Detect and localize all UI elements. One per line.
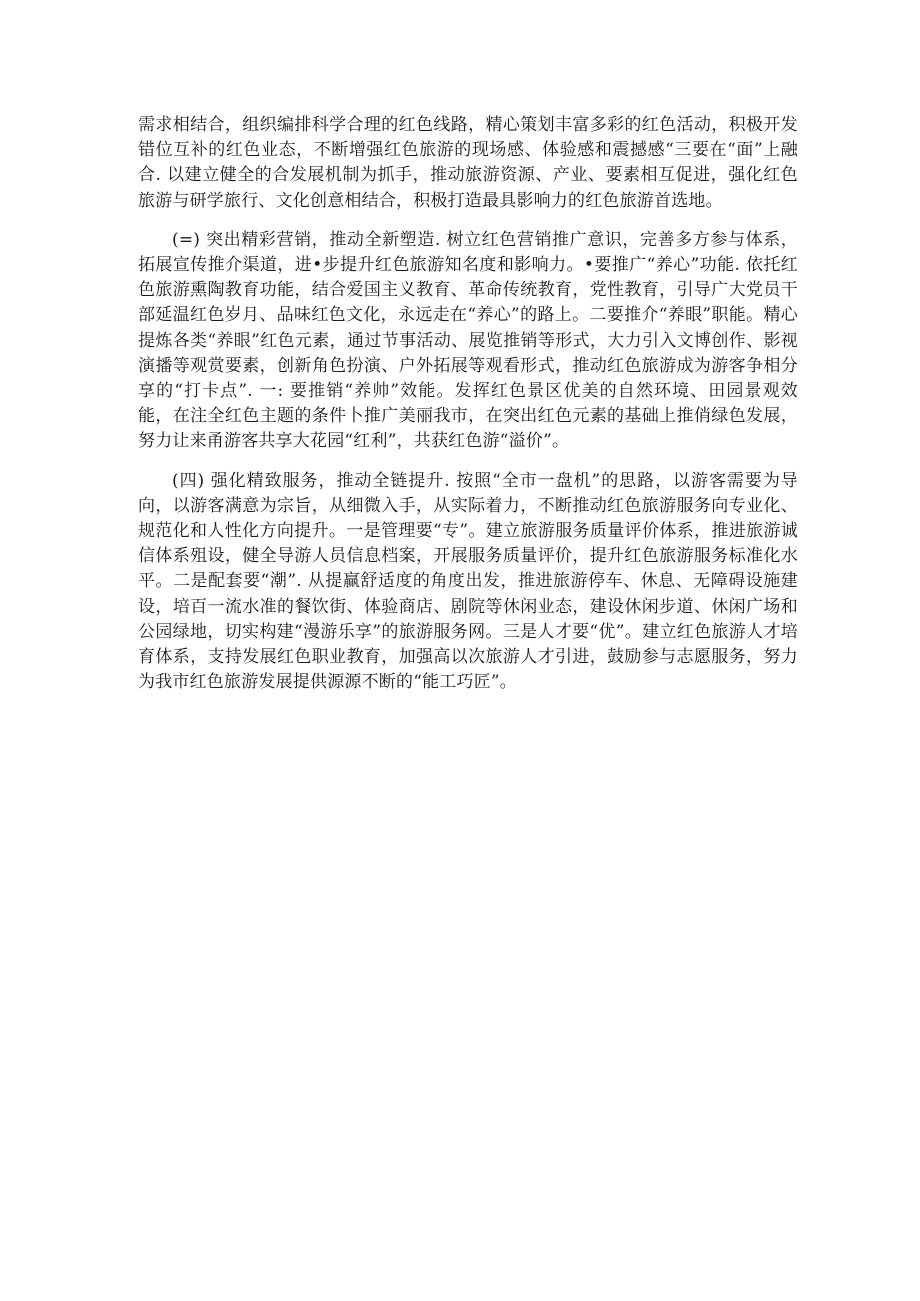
paragraph-section-three: (=) 突出精彩营销，推动全新塑造. 树立红色营销推广意识，完善多方参与体系，拓展宣传推介渠道，进•步提升红色旅游知名度和影响力。•要推广“养心”功能. 依托红色旅游熏陶教育功能，结合爱国主义教育、革命传统教育，党性教育，引导广大党员干部延温红色岁月、品味红色文化，永远走在“养心”的路上。二要推介“养眼”职能。精心提炼各类“养眼”红色元素，通过节事活动、展览推销等形式，大力引入文博创作、影视演播等观赏要素，创新角色扮演、户外拓展等观看形式，推动红色旅游成为游客争相分享的“打卡点”. 一: 要推销“养帅”效能。发挥红色景区优美的自然环境、田园景观效能，在注全红色主题的条件卜推广美丽我市，在突出红色元素的基础上推俏绿色发展，努力让来甬游客共享大花园“红利”，共获红色游“溢价”。 bbox=[138, 229, 798, 452]
paragraph-continuation: 需求相结合，组织编排科学合理的红色线路，精心策划丰富多彩的红色活动，积极开发错位互补的红色业态，不断增强红色旅游的现场感、体验感和震撼感“三要在“面”上融合. 以建立健全的合发展机制为抓手，推动旅游资源、产业、要素相互促进，强化红色旅游与研学旅行、文化创意相结合，积极打造最具影响力的红色旅游首选地。 bbox=[138, 115, 798, 211]
document-body bbox=[138, 113, 798, 709]
paragraph-section-four: (四) 强化精致服务，推动全链提升. 按照“全市一盘机”的思路，以游客需要为导向，以游客满意为宗旨，从细微入手，从实际着力，不断推动红色旅游服务向专业化、规范化和人性化方向提升。一是管理要“专”。建立旅游服务质量评价体系，推进旅游诚信体系殂设，健全导游人员信息档案，开展服务质量评价，提升红色旅游服务标准化水平。二是配套要“潮”. 从提赢舒适度的角度出发，推进旅游停车、休息、无障碍设施建设，培百一流水准的餐饮街、体验商店、剧院等休闲业态，建设休闲步道、休闲广场和公园绿地，切实构建“漫游乐享”的旅游服务网。三是人才要“优”。建立红色旅游人才培育体系，支持发展红色职业教育，加强高以次旅游人才引进，鼓励参与志愿服务，努力为我市红色旅游发展提供源源不断的“能工巧匠”。 bbox=[138, 470, 798, 693]
